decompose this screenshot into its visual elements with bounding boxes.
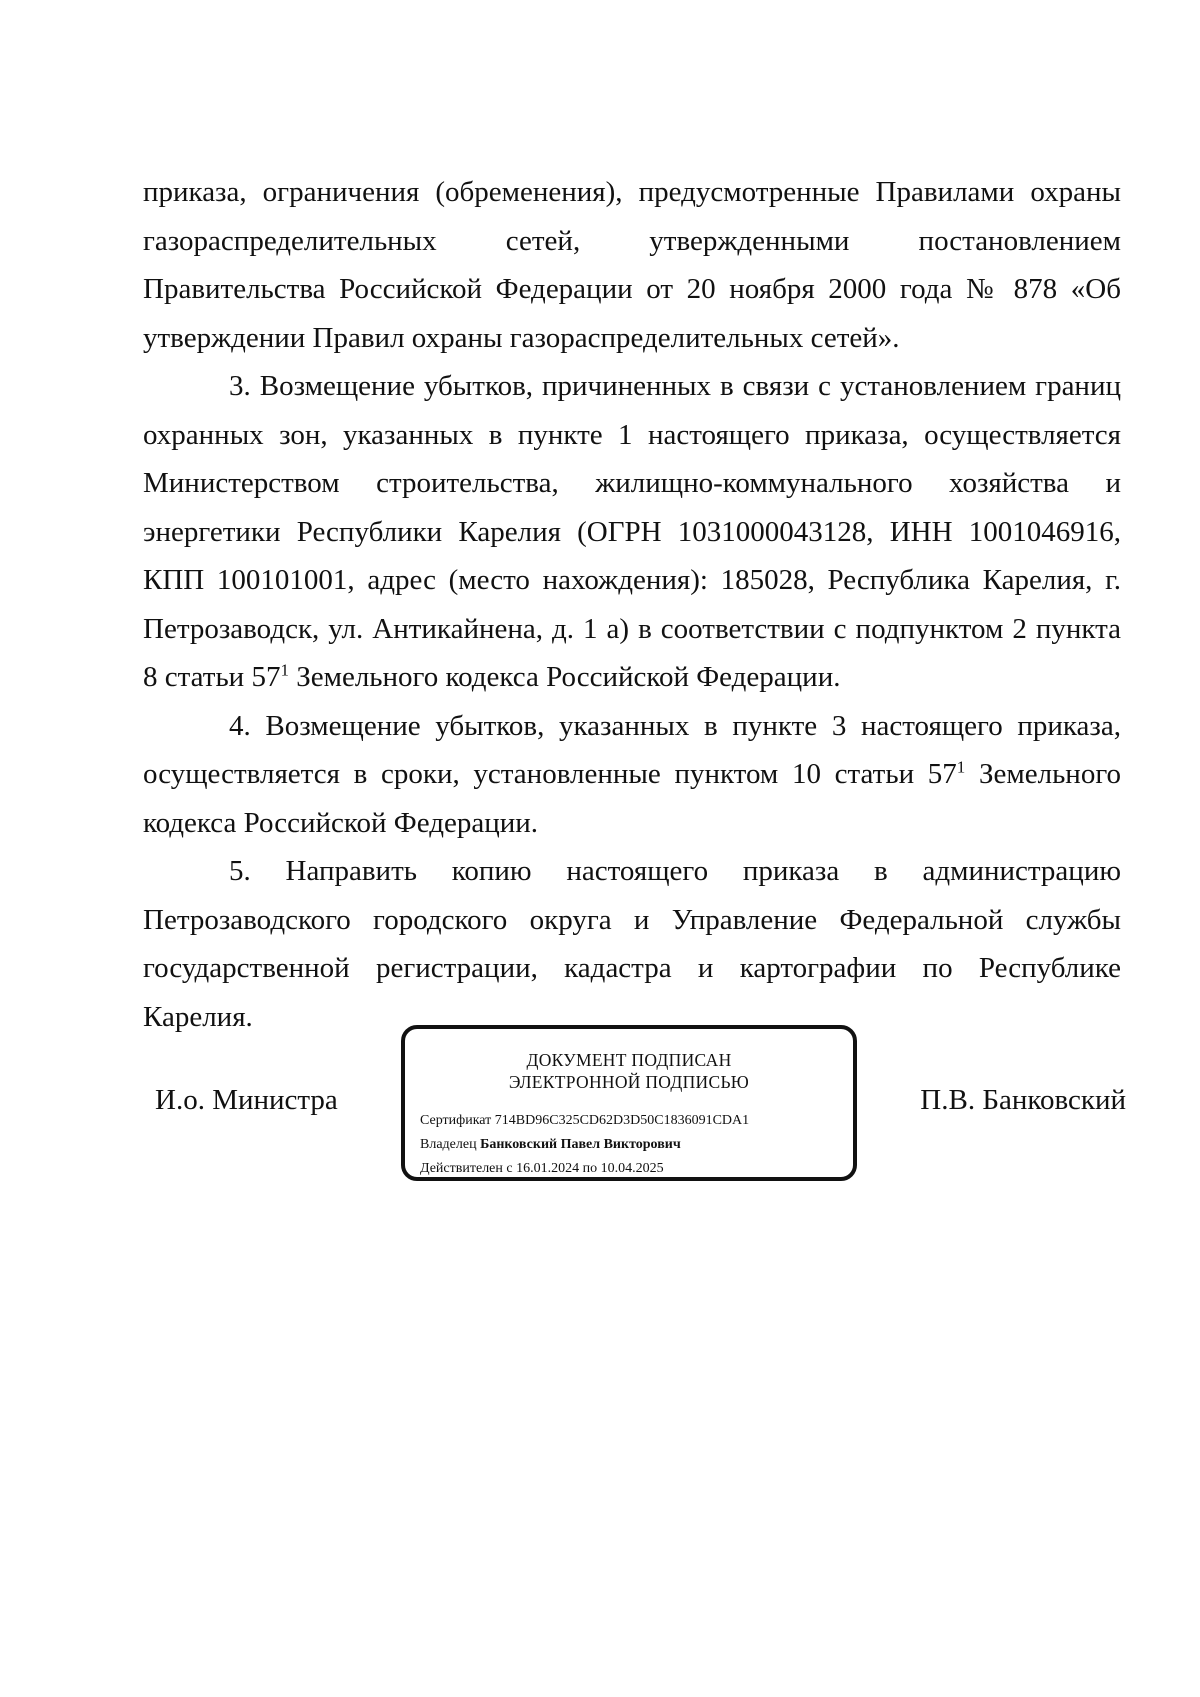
owner-label: Владелец	[420, 1137, 477, 1152]
paragraph-item-3	[143, 362, 1121, 702]
valid-to-label: по	[582, 1161, 598, 1176]
paragraph-item-5: 5. Направить копию настоящего приказа в администрацию Петрозаводского городского округа и Управление Федеральной службы государственной регистрации, кадастра и картографии по Республике Карелия.	[143, 855, 1121, 1033]
stamp-owner-line	[420, 1137, 681, 1153]
paragraph-item-4	[143, 702, 1121, 848]
paragraph-item-4-text: 4. Возмещение убытков, указанных в пункте 3 настоящего приказа, осуществляется в сроки, установленные пунктом 10 статьи 57	[143, 709, 1121, 790]
stamp-certificate-line	[420, 1113, 749, 1129]
stamp-validity-line	[420, 1161, 664, 1177]
superscript-index: 1	[280, 660, 289, 680]
paragraph-continuation: приказа, ограничения (обременения), предусмотренные Правилами охраны газораспределительных сетей, утвержденными постановлением Правительства Российской Федерации от 20 ноября 2000 года № 878 «Об утверждении Правил охраны газораспределительных сетей».	[143, 176, 1121, 354]
owner-value: Банковский Павел Викторович	[480, 1137, 681, 1152]
certificate-value: 714BD96C325CD62D3D50C1836091CDA1	[494, 1113, 750, 1128]
signatory-role: И.о. Министра	[155, 1084, 338, 1116]
paragraph-item-3-text: 3. Возмещение убытков, причиненных в связи с установлением границ охранных зон, указанных в пункте 1 настоящего приказа, осуществляется Министерством строительства, жилищно-коммунального хозяйства и энергетики Республики Карелия (ОГРН 1031000043128, ИНН 1001046916, КПП 100101001, адрес (место нахождения): 185028, Республика Карелия, г. Петрозаводск, ул. Антикайнена, д. 1 а) в соответствии с подпунктом 2 пункта 8 статьи 57	[143, 370, 1121, 693]
document-body	[143, 168, 1121, 1041]
stamp-title	[405, 1049, 853, 1093]
signatory-name: П.В. Банковский	[920, 1084, 1126, 1116]
stamp-title-line-1: ДОКУМЕНТ ПОДПИСАН	[526, 1050, 732, 1070]
paragraph-item-4-end: Земельного кодекса Российской Федерации.	[143, 758, 1122, 839]
certificate-label: Сертификат	[420, 1113, 492, 1128]
superscript-index: 1	[956, 757, 966, 777]
valid-to: 10.04.2025	[600, 1161, 664, 1176]
paragraph-item-3-end: Земельного кодекса Российской Федерации.	[288, 661, 841, 693]
valid-from: 16.01.2024	[516, 1161, 580, 1176]
valid-label: Действителен с	[420, 1161, 513, 1176]
stamp-title-line-2: ЭЛЕКТРОННОЙ ПОДПИСЬЮ	[508, 1072, 750, 1092]
electronic-signature-stamp	[401, 1025, 857, 1181]
